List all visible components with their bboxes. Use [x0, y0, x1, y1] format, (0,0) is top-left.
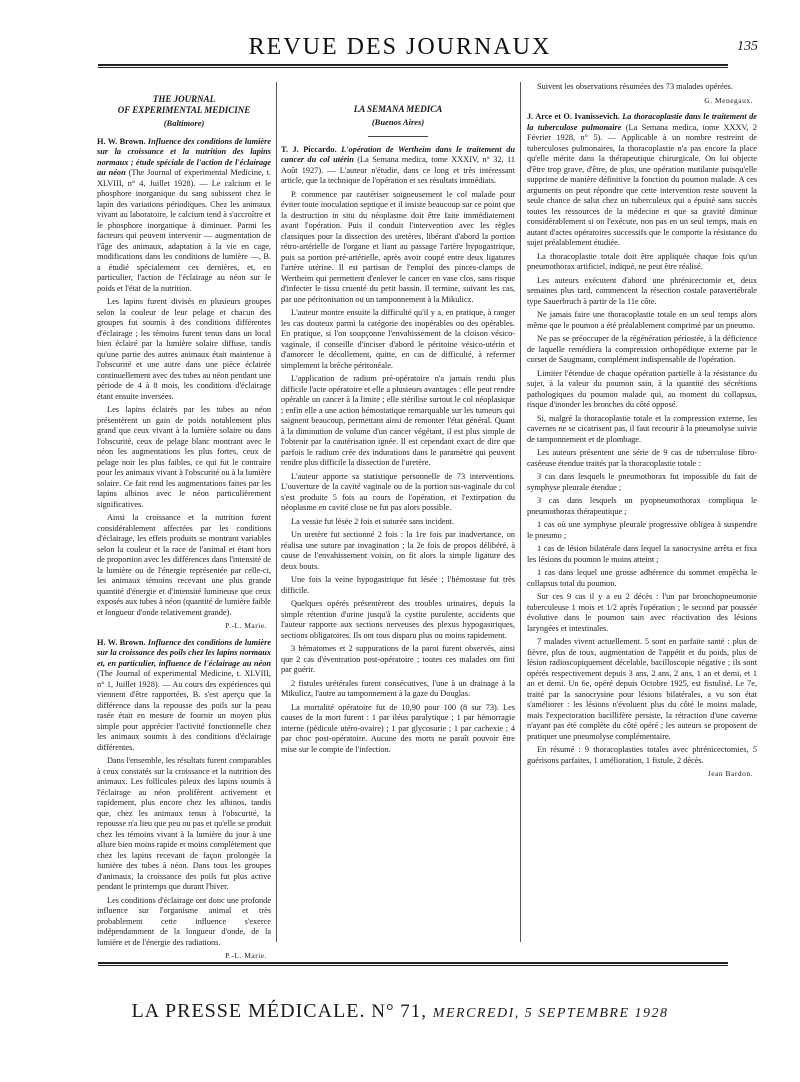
section-rule	[368, 136, 428, 137]
article-brown-1	[97, 137, 271, 295]
article-piccardo	[281, 145, 515, 187]
paragraph: Les lapins furent divisés en plusieurs groupes selon la couleur de leur pelage et chacun des groupes fut soumis à des conditions différentes d'éclairage ; les témoins furent tenus dans un local bien éclairé par la lumière solaire diffuse, tandis qu'une partie des autres animaux était maintenue à l'obscurité et une autre dans une pièce éclairée continuellement avec des tubes au néon pendant une période de 4 à 8 mois, les conditions d'éclairage étant ensuite inversées.	[97, 297, 271, 401]
paragraph: Les conditions d'éclairage ont donc une profonde influence sur l'organisme animal et très probablement cette influence s'exerce indépendamment de la longueur d'onde, de la lumière et de l'énergie des radiations.	[97, 895, 271, 947]
paragraph: 3 cas dans lesquels un pyopneumothorax compliqua le pneumothorax thérapeutique ;	[527, 496, 757, 516]
article-text: (The Journal of experimental Medicine, t. XLVIII, n° 4, Juillet 1928). — Le calcium et le phosphore inorganique du sang subissent chez le lapin des variations périodiques. Chez les animaux vivant au laboratoire, le calcium tend à s'accroître et le phosphore inorganique à diminuer. Parmi les facteurs qui peuvent intervenir — augmentation de l'âge des animaux, adaptation à la vie en cage, modifications dans les conditions de lumière —, B. a étudié spécialement ces dernières, et, en particulier, l'action de l'éclairage au néon sur le poids et l'état de la nutrition.	[97, 168, 272, 293]
paragraph: 2 fistules urétérales furent consécutives, l'une à un drainage à la Mikulicz, l'autre au tamponnement à la gaze du Douglas.	[281, 678, 515, 698]
paragraph: Ne jamais faire une thoracoplastie totale en un seul temps alors même que le poumon a été préalablement comprimé par un pneumo.	[527, 310, 757, 330]
paragraph: L'auteur montre ensuite la difficulté qu'il y a, en pratique, à ranger les cas douteux parmi la catégorie des inopérables ou des opérables. En pratique, si l'on soupçonne l'envahissement de la cloison vésico-vaginale, il conseille d'inciser d'abord le péritoine vésico-utérin et d'amorcer le décollement, quitte, en cas de difficulté, à refermer simplement la brèche péritonéale.	[281, 308, 515, 370]
paragraph: Ne pas se préoccuper de la régénération périostée, à la déficience de laquelle remédiera la compression orthopédique externe par le corset de Saugmann, complément indispensable de l'opération.	[527, 334, 757, 364]
footer-rule	[98, 962, 728, 964]
footer-journal-name: LA PRESSE MÉDICALE.	[131, 1000, 366, 1022]
paragraph: Ainsi la croissance et la nutrition furent considérablement affectées par les conditions d'éclairage, les effets produits se montrant variables selon la couleur et la race de l'animal et étant hors de proportion avec les différences dans l'intensité de la lumière ou de l'énergie représentée par celle-ci, les animaux témoins recevant une plus grande quantité d'énergie et d'intensité lumineuse que ceux exposés aux tubes à néon (quantité de lumière faible et longueur d'onde relativement grande).	[97, 513, 271, 617]
article-brown-2	[97, 638, 271, 754]
paragraph: Dans l'ensemble, les résultats furent comparables à ceux constatés sur la croissance et la nutrition des animaux. Les follicules pileux des lapins soumis à l'éclairage au néon prolifèrent activement et rapidement, plus encore chez les albinos, tandis que, chez les animaux tenus à l'obscurité, la repousse n'a lieu que peu ou pas et qu'elle se produit chez les témoins vivant à la lumière du jour à une allure bien moins rapide et moins complètement que chez les lapins recevant de façon prolongée la lumière des tubes à néon. Dans tous les groupes d'animaux, la croissance des poils fut plus active pendant le printemps que durant l'hiver.	[97, 756, 271, 891]
running-header-title: REVUE DES JOURNAUX	[248, 34, 552, 60]
paragraph: Un uretère fut sectionné 2 fois : la 1re fois par inadvertance, on réalisa une suture par invagination ; la 2e fois de propos délibéré, à cause de l'envahissement voisin, on fit alors la simple ligature des deux bouts.	[281, 530, 515, 571]
article-title: L'opération de Wertheim dans le traitement du cancer du col utérin	[281, 144, 515, 164]
article-title: Influence des conditions de lumière sur la croissance et la nutrition des lapins normaux ; étude spéciale de l'action de l'éclairage au néon	[97, 136, 271, 177]
footer-date: MERCREDI, 5 SEPTEMBRE 1928	[432, 1006, 669, 1021]
paragraph: En résumé : 9 thoracoplasties totales avec phrénicectomies, 5 guérisons parfaites, 1 amélioration, 1 fistule, 2 décès.	[527, 745, 757, 765]
paragraph: L'auteur apporte sa statistique personnelle de 73 interventions. L'ouverture de la cavité vaginale ou de la portion sus-vaginale du col s'est produite 5 fois au cours de l'opération, et l'extirpation du néoplasme en cavité close ne fut pas alors possible.	[281, 471, 515, 512]
column-3	[527, 82, 757, 952]
section-subtitle-baltimore: (Baltimore)	[163, 118, 205, 128]
article-author: H. W. Brown.	[97, 136, 146, 146]
paragraph: L'application de radium pré-opératoire n'a jamais rendu plus difficile l'acte opératoire et elle a plusieurs avantages : elle peut rendre opérable un cancer à la limite ; elle stérilise surtout le col néoplasique ; enfin elle a une action hémostatique remarquable sur les tumeurs qui saignent beaucoup, permettant ainsi de remonter l'état général. Quant à la diminution de volume d'un cancer végétant, il est plus simple de l'obtenir par la cautérisation ignée. Il est cependant exact de dire que parfois le radium crée des indurations dans le paramètre qui peuvent rendre plus difficile la dissection de l'uretère.	[281, 374, 515, 467]
paragraph: Quelques opérés présentèrent des troubles urinaires, depuis la simple rétention d'urine jusqu'à la cystite purulente, accidents que l'auteur rapporte aux sections nerveuses des plexus hypogastriques, sections obligatoires. Ils ont tous disparu plus ou moins rapidement.	[281, 599, 515, 640]
paragraph: 3 hématomes et 2 suppurations de la paroi furent observés, ainsi que 2 cas d'éventration post-opératoire ; toutes ces malades ont fini par guérir.	[281, 644, 515, 674]
article-text: (The Journal of experimental Medicine, t. XLVIII, n° 1, Juillet 1928). — Au cours des expériences qui viennent d'être rapportées, B. s'est aperçu que la différence dans la repousse des poils sur la peau rasée était en mesure de fournir un moyen plus simple pour apprécier l'activité fonctionnelle chez les animaux soumis à des conditions d'éclairage différentes.	[97, 669, 271, 752]
column-2	[281, 82, 515, 952]
signature: G. Menegaux.	[704, 95, 753, 105]
section-title-semana: LA SEMANA MEDICA	[353, 104, 443, 114]
paragraph: 1 cas de lésion bilatérale dans lequel la sanocrysine arrêta et fixa les lésions du poumon le moins atteint ;	[527, 544, 757, 564]
article-author: T. J. Piccardo.	[281, 144, 337, 154]
column-divider-1	[276, 82, 277, 942]
header-rule-thin	[98, 67, 728, 68]
column-1	[97, 82, 272, 960]
article-title: La thoracoplastie dans le traitement de la tuberculose pulmonaire	[527, 112, 757, 132]
footer-rule-thin	[98, 965, 728, 966]
paragraph: Limiter l'étendue de chaque opération partielle à la résistance du sujet, à la valeur du poumon sain, à la quantité des sécrétions pathologiques du poumon malade qui, au moment du collapsus, risque d'inonder les bronches du côté opposé.	[527, 368, 757, 409]
header-rule	[98, 64, 728, 66]
paragraph: Une fois la veine hypogastrique fut lésée ; l'hémostase fut très difficile.	[281, 575, 515, 595]
paragraph: Les auteurs exécutent d'abord une phrénicectomie et, deux semaines plus tard, commencent la résection costale paravertébrale type Sauerbruch à partir de la 11e côte.	[527, 275, 757, 306]
paragraph: La thoracoplastie totale doit être appliquée chaque fois qu'un pneumothorax artificiel, indiqué, ne peut être réalisé.	[527, 251, 757, 271]
article-title: Influence des conditions de lumière sur la croissance des poils chez les lapins normaux et, en particulier, influence de l'éclairage au néon	[97, 637, 271, 668]
article-text: (La Semana medica, tome XXXV, 2 Février 1928, n° 5). — Applicable à un nombre restreint de tuberculoses pulmonaires, la thoracoplastie n'a pas encore la place qu'elle mérite dans la thérapeutique chirurgicale. On lui objecte d'être trop grave, d'être, de plus, une opération mutilante puisqu'elle supprime de manière définitive la fonction du poumon malade. A ces arguments on peut répondre que cette intervention reste souvent la seule chance de salut chez un tuberculeux qui a épuisé sans succès toutes les ressources de la médecine et que sa gravité diminue considérablement si on l'exécute, non pas en un seul temps, mais en autant d'actes opératoires successifs que le comporte la résistance du sujet préalablement étudiée.	[527, 122, 757, 247]
paragraph: Les lapins éclairés par les tubes au néon présentèrent un gain de poids notablement plus grand que ceux vivant à la lumière solaire ou dans l'obscurité, ceux de pelage blanc montrant avec le néon les augmentations les plus fortes, ceux de pelage noir les plus faibles, ce qui fut le contraire pour les animaux vivant à l'obscurité ou à la lumière solaire. Ce fait rend les augmentations faites par les lapins albinos avec le néon particulièrement significatives.	[97, 405, 271, 509]
section-subtitle-buenos-aires: (Buenos Aires)	[371, 117, 425, 127]
section-title-journal: THE JOURNAL OF EXPERIMENTAL MEDICINE	[117, 94, 251, 115]
page-number: 135	[737, 39, 758, 54]
paragraph: Si, malgré la thoracoplastie totale et la compression externe, les cavernes ne se cicatrisent pas, il faut recourir à la pneumolyse suivie de tamponnement et de plombage.	[527, 413, 757, 444]
paragraph: P. commence par cautériser soigneusement le col malade pour éviter toute inoculation septique et il insiste beaucoup sur ce point que la destruction in situ du néoplasme doit être faite immédiatement avant l'opération. Puis il conduit l'intervention avec les règles classiques pour la dissection des uretères, libérant d'abord la portion rétro-artérielle de l'organe et liant au passage l'artère hypogastrique, puis sa portion pré-artérielle, après avoir coupé entre deux ligatures l'artère utérine. Il est partisan de l'emploi des pinces-clamps de Wertheim qui permettent d'enlever le cancer en vase clos, sans risque d'infecter le tissu cruenté du petit bassin. Il termine, suivant les cas, par une péritonisation ou un tamponnement à la Mikulicz.	[281, 189, 515, 304]
running-footer	[0, 1000, 800, 1023]
paragraph: Suivent les observations résumées des 73 malades opérées.	[537, 82, 733, 91]
article-author: H. W. Brown.	[97, 637, 146, 647]
article-text: (La Semana medica, tome XXXIV, n° 32, 11 Août 1927). — L'auteur n'étudie, dans ce long et très intéressant article, que la technique de l'opération et ses résultats immédiats.	[281, 155, 515, 185]
paragraph: 3 cas dans lesquels le pneumothorax fut impossible du fait de symphyse pleurale étendue ;	[527, 472, 757, 492]
footer-issue: N° 71,	[371, 1001, 428, 1022]
signature: P.-L. Marie.	[225, 621, 267, 630]
paragraph: 1 cas où une symphyse pleurale progressive obligea à suspendre le pneumo ;	[527, 520, 757, 540]
paragraph: 1 cas dans lequel une grosse adhérence du sommet empêcha le collapsus total du poumon.	[527, 568, 757, 588]
paragraph: La mortalité opératoire fut de 10,90 pour 100 (8 sur 73). Les causes de la mort furent : 1 par iléus paralytique ; 1 par hémorragie interne (pédicule utéro-ovaire) ; 1 par glycosurie ; 1 par cachexie ; 4 par choc post-opératoire. Aucune des morts ne paraît pouvoir être mise sur le compte de l'infection.	[281, 702, 515, 754]
signature: Jean Bardon.	[707, 769, 753, 778]
signature: P.-L. Marie.	[225, 951, 267, 960]
paragraph: Sur ces 9 cas il y a eu 2 décès : l'un par bronchopneumonie tuberculeuse 1 mois et 1/2 après l'opération ; le second par poussée évolutive dans le poumon sain avec réactivation des lésions laryngées et intestinales.	[527, 592, 757, 633]
article-arce-ivanissevich	[527, 112, 757, 249]
paragraph: Les auteurs présentent une série de 9 cas de tuberculose fibro-caséeuse étendue traités par la thoracoplastie totale :	[527, 448, 757, 468]
article-author: J. Arce et O. Ivanissevich.	[527, 112, 620, 121]
paragraph: 7 malades vivent actuellement. 5 sont en parfaite santé : plus de fièvre, plus de toux, augmentation de l'appétit et du poids, plus de lésion radioscopiquement décelable, bacilloscopie négative ; ils sont opérés respectivement depuis 3 ans, 2 ans, 2 ans, 1 an et demi, et 1 an et demi. Un 6e, opéré depuis Octobre 1925, est fistulisé. Le 7e, traité par la sanocrysine pour lésions bilatérales, a vu son état s'améliorer : les lésions n'évoluent plus du côté le moins malade, mais l'expectoration bacillifère persiste, la rétraction d'une caverne n'ayant pas été complète du côté opéré ; les auteurs se proposent de pratiquer une pneumolyse complémentaire.	[527, 637, 757, 741]
column-divider-2	[520, 82, 521, 942]
paragraph: La vessie fut lésée 2 fois et suturée sans incident.	[291, 516, 455, 526]
